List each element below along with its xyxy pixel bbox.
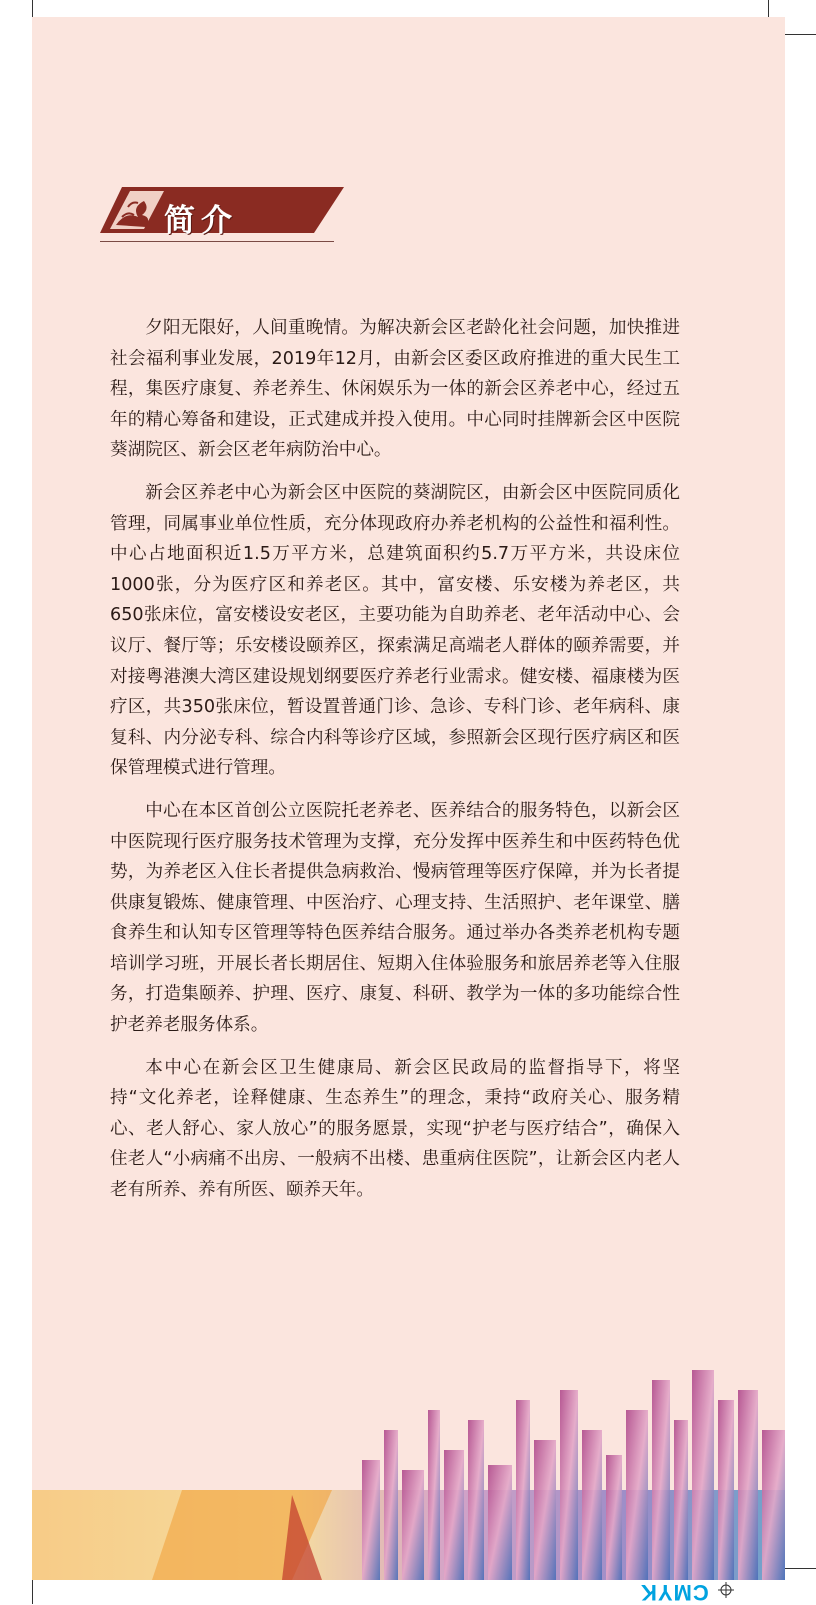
crop-mark [785, 1568, 816, 1569]
crop-mark [785, 34, 816, 35]
section-title: 简介 [164, 203, 238, 239]
intro-body [110, 313, 680, 1218]
registration-mark-icon [718, 1582, 734, 1598]
city-skyline-illustration [32, 1370, 785, 1580]
cmyk-label: CMYK [640, 1580, 709, 1605]
paragraph: 夕阳无限好，人间重晚情。为解决新会区老龄化社会问题，加快推进社会福利事业发展，2019年12月，由新会区委区政府推进的重大民生工程，集医疗康复、养老养生、休闲娱乐为一体的新会区养老中心，经过五年的精心筹备和建设，正式建成并投入使用。中心同时挂牌新会区中医院葵湖院区、新会区老年病防治中心。 [110, 318, 680, 461]
heading-underline [100, 241, 334, 242]
brochure-page [32, 17, 785, 1580]
paragraph: 新会区养老中心为新会区中医院的葵湖院区，由新会区中医院同质化管理，同属事业单位性质，充分体现政府办养老机构的公益性和福利性。中心占地面积近1.5万平方米，总建筑面积约5.7万平方米，共设床位1000张，分为医疗区和养老区。其中，富安楼、乐安楼为养老区，共650张床位，富安楼设安老区，主要功能为自助养老、老年活动中心、会议厅、餐厅等；乐安楼设颐养区，探索满足高端老人群体的颐养需要，并对接粤港澳大湾区建设规划纲要医疗养老行业需求。健安楼、福康楼为医疗区，共350张床位，暂设置普通门诊、急诊、专科门诊、老年病科、康复科、内分泌专科、综合内科等诊疗区域，参照新会区现行医疗病区和医保管理模式进行管理。 [110, 482, 680, 779]
crop-mark [32, 1580, 33, 1604]
paragraph: 中心在本区首创公立医院托老养老、医养结合的服务特色，以新会区中医院现行医疗服务技术管理为支撑，充分发挥中医养生和中医药特色优势，为养老区入住长者提供急病救治、慢病管理等医疗保障，并为长者提供康复锻炼、健康管理、中医治疗、心理支持、生活照护、老年课堂、膳食养生和认知专区管理等特色医养结合服务。通过举办各类养老机构专题培训学习班，开展长者长期居住、短期入住体验服务和旅居养老等入住服务，打造集颐养、护理、医疗、康复、科研、教学为一体的多功能综合性护老养老服务体系。 [110, 800, 680, 1036]
paragraph: 本中心在新会区卫生健康局、新会区民政局的监督指导下，将坚持“文化养老，诠释健康、生态养生”的理念，秉持“政府关心、服务精心、老人舒心、家人放心”的服务愿景，实现“护老与医疗结合”，确保入住老人“小病痛不出房、一般病不出楼、患重病住医院”，让新会区内老人老有所养、养有所医、颐养天年。 [110, 1057, 680, 1201]
